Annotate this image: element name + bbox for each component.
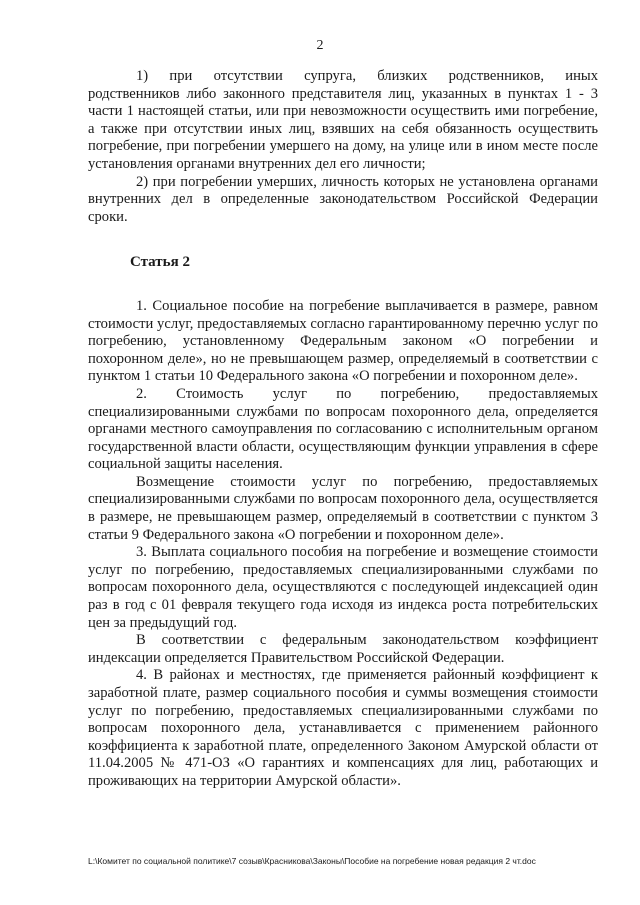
paragraph: 4. В районах и местностях, где применяется районный коэффициент к заработной плате, размер социального пособия и суммы возмещения стоимости услуг по погребению, предоставляемых специализированными службами по вопросам похоронного дела, устанавливается с применением районного коэффициента к заработной плате, определенного Законом Амурской области от 11.04.2005 № 471-ОЗ «О гарантиях и компенсациях для лиц, работающих и проживающих на территории Амурской области». xyxy=(88,667,598,789)
article-heading: Статья 2 xyxy=(130,254,190,271)
paragraph: 2) при погребении умерших, личность которых не установлена органами внутренних дел в определенные законодательством Российской Федерации сроки. xyxy=(88,173,598,225)
paragraph: 3. Выплата социального пособия на погребение и возмещение стоимости услуг по погребению, предоставляемых специализированными службами по вопросам похоронного дела, осуществляются с последующей индексацией один раз в год с 01 февраля текущего года исходя из индекса роста потребительских цен за предыдущий год. xyxy=(88,544,598,631)
document-body xyxy=(88,68,598,791)
paragraph: В соответствии с федеральным законодательством коэффициент индексации определяется Правительством Российской Федерации. xyxy=(88,632,598,666)
paragraph: 1. Социальное пособие на погребение выплачивается в размере, равном стоимости услуг, предоставляемых согласно гарантированному перечню услуг по погребению, установленному Федеральным законом «О погребении и похоронном деле», но не превышающем размер, определяемый в соответствии с пунктом 1 статьи 10 Федерального закона «О погребении и похоронном деле». xyxy=(88,297,598,385)
paragraph: 1) при отсутствии супруга, близких родственников, иных родственников либо законного представителя лиц, указанных в пунктах 1 - 3 части 1 настоящей статьи, или при невозможности осуществить ими погребение, а также при отсутствии иных лиц, взявших на себя обязанность осуществить погребение, при погребении умершего на дому, на улице или в ином месте после установления органами внутренних дел его личности; xyxy=(88,68,598,172)
file-path-footer: L:\Комитет по социальной политике\7 созыв\Красникова\Законы\Пособие на погребение новая редакция 2 чт.doc xyxy=(88,856,536,866)
paragraph: Возмещение стоимости услуг по погребению, предоставляемых специализированными службами по вопросам похоронного дела, осуществляется в размере, не превышающем размер, определяемый в соответствии с пунктом 3 статьи 9 Федерального закона «О погребении и похоронном деле». xyxy=(88,473,598,543)
paragraph: 2. Стоимость услуг по погребению, предоставляемых специализированными службами по вопросам похоронного дела, определяется органами местного самоуправления по согласованию с исполнительным органом государственной власти области, осуществляющим функции управления в сфере социальной защиты населения. xyxy=(88,385,598,473)
page-number: 2 xyxy=(316,38,324,53)
